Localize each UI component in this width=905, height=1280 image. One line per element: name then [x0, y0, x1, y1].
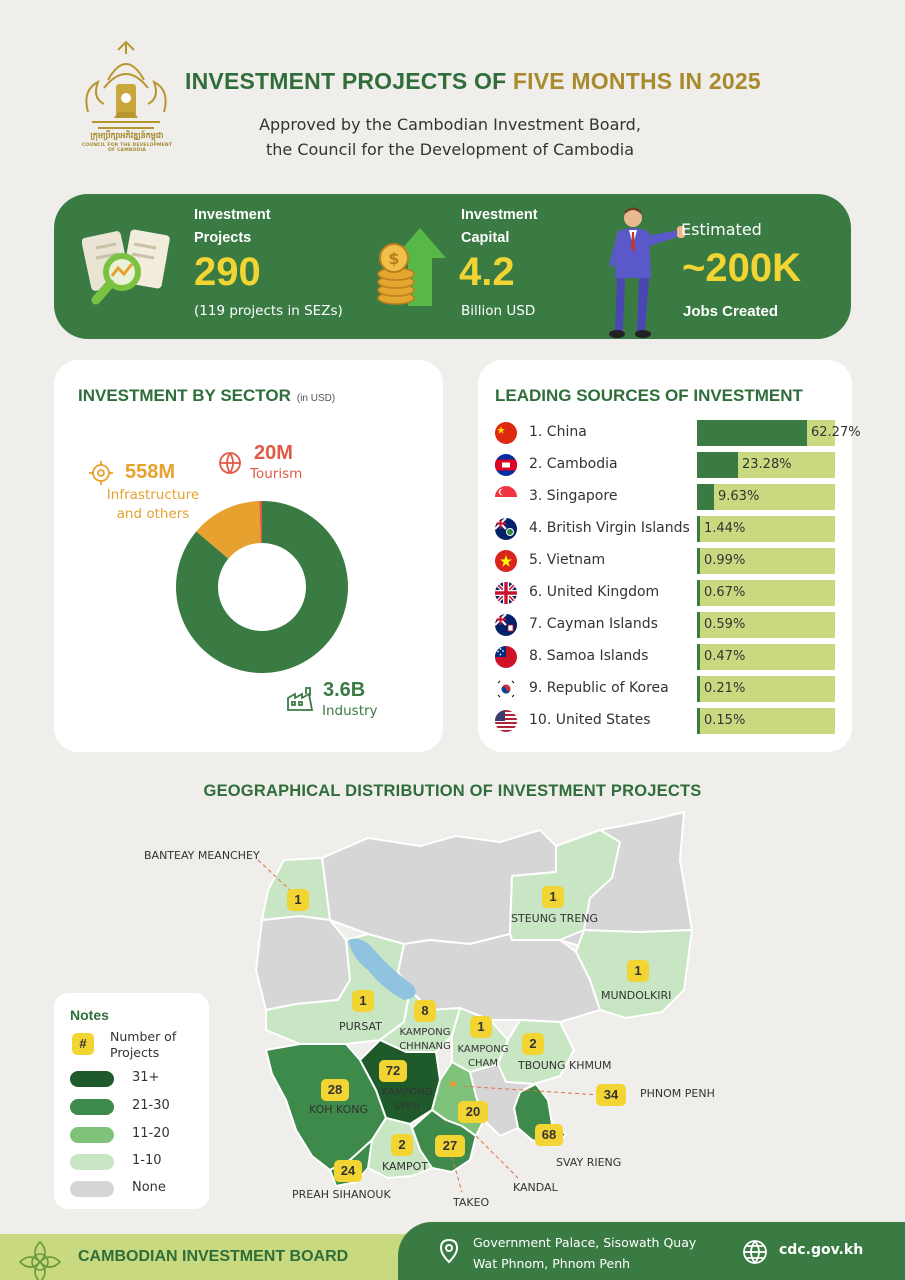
label-koh-kong: KOH KONG [309, 1103, 369, 1116]
source-percent: 1.44% [704, 521, 746, 536]
projects-label [194, 204, 271, 250]
source-bar-fill [697, 580, 700, 606]
badge-steung-treng: 1 [542, 886, 564, 908]
factory-icon [286, 686, 314, 712]
source-bar-track [697, 580, 835, 606]
label-kampong-cham: KAMPONG CHAM [457, 1044, 509, 1069]
svg-text:$: $ [388, 249, 400, 268]
badge-preah-sihanouk: 24 [334, 1160, 362, 1182]
capital-value: 4.2 [459, 250, 515, 294]
label-svay-rieng: SVAY RIENG [556, 1156, 622, 1169]
location-pin-icon [439, 1238, 459, 1264]
tourism-icon [216, 450, 244, 476]
tourism-label: Tourism [250, 466, 303, 482]
badge-phnom-penh: 34 [596, 1084, 626, 1106]
label-kampong-chhnang: KAMPONG CHHNANG [399, 1027, 451, 1052]
jobs-note: Jobs Created [683, 303, 779, 320]
source-bar-track [697, 452, 835, 478]
source-name: 6. United Kingdom [529, 584, 660, 600]
source-name: 1. China [529, 424, 587, 440]
source-bar-fill [697, 612, 700, 638]
label-banteay-meanchey: BANTEAY MEANCHEY [144, 849, 260, 862]
source-row-8 [495, 644, 840, 670]
industry-value: 3.6B [323, 679, 366, 701]
legend-badge-label-line-1: Number of [110, 1029, 177, 1044]
badge-banteay-meanchey: 1 [287, 889, 309, 911]
label-phnom-penh: PHNOM PENH [640, 1087, 715, 1100]
legend-label-21-30: 21-30 [132, 1098, 170, 1113]
legend-badge-sample: # [72, 1033, 94, 1055]
usa-flag-icon [495, 710, 517, 732]
source-name: 10. United States [529, 712, 651, 728]
source-percent: 0.47% [704, 649, 746, 664]
page-title [185, 68, 761, 95]
source-row-5 [495, 548, 840, 574]
globe-icon [742, 1239, 768, 1265]
source-bar-track [697, 708, 835, 734]
subtitle-line-2: the Council for the Development of Cambodia [265, 140, 634, 159]
source-bar-fill [697, 644, 700, 670]
source-bar-fill [697, 420, 807, 446]
legend-swatch-none [70, 1181, 114, 1197]
label-steung-treng: STEUNG TRENG [511, 912, 599, 925]
cambodia-map [240, 805, 710, 1200]
title-main: INVESTMENT PROJECTS OF [185, 68, 513, 94]
infrastructure-value: 558M [125, 461, 176, 483]
sector-unit: (in USD) [296, 393, 336, 404]
source-row-4 [495, 516, 840, 542]
projects-note: (119 projects in SEZs) [194, 303, 343, 319]
samoa-flag-icon [495, 646, 517, 668]
cayman-flag-icon [495, 614, 517, 636]
source-row-7 [495, 612, 840, 638]
source-bar-fill [697, 676, 700, 702]
geo-title: GEOGRAPHICAL DISTRIBUTION OF INVESTMENT PROJECTS [203, 782, 702, 800]
source-bar-track [697, 516, 835, 542]
sector-donut-chart [172, 497, 352, 677]
source-bar-fill [697, 548, 700, 574]
source-name: 3. Singapore [529, 488, 618, 504]
label-pursat: PURSAT [339, 1020, 382, 1033]
badge-tboung-khmum: 2 [522, 1033, 544, 1055]
source-percent: 0.67% [704, 585, 746, 600]
label-preah-sihanouk: PREAH SIHANOUK [292, 1188, 391, 1201]
footer-org-name: CAMBODIAN INVESTMENT BOARD [78, 1248, 349, 1265]
label-kandal: KANDAL [513, 1181, 558, 1194]
source-bar-track [697, 676, 835, 702]
sources-title: LEADING SOURCES OF INVESTMENT [495, 386, 803, 405]
source-name: 9. Republic of Korea [529, 680, 669, 696]
map-legend [54, 993, 209, 1209]
label-tboung-khmum: TBOUNG KHMUM [518, 1059, 612, 1072]
source-bar-track [697, 612, 835, 638]
legend-swatch-21-30 [70, 1099, 114, 1115]
source-row-9 [495, 676, 840, 702]
footer-address [473, 1232, 696, 1274]
sector-title [78, 386, 335, 406]
badge-kandal: 20 [458, 1101, 488, 1123]
badge-kampong-chhnang: 8 [414, 1000, 436, 1022]
capital-label-line-1: Investment [461, 207, 538, 223]
legend-title: Notes [70, 1007, 109, 1023]
source-bar-fill [697, 708, 700, 734]
source-bar-track [697, 548, 835, 574]
source-row-6 [495, 580, 840, 606]
badge-takeo: 27 [435, 1135, 465, 1157]
legend-label-1-10: 1-10 [132, 1153, 162, 1168]
source-bar-fill [697, 452, 738, 478]
legend-swatch-31-plus [70, 1071, 114, 1087]
vietnam-flag-icon [495, 550, 517, 572]
capital-note: Billion USD [461, 303, 536, 319]
businessman-icon [599, 206, 689, 340]
source-bar-fill [697, 516, 700, 542]
source-percent: 62.27% [811, 425, 861, 440]
badge-kampot: 2 [391, 1134, 413, 1156]
legend-label-11-20: 11-20 [132, 1126, 170, 1141]
sector-title-text: INVESTMENT BY SECTOR [78, 386, 291, 405]
source-percent: 0.99% [704, 553, 746, 568]
badge-svay-rieng: 68 [535, 1124, 563, 1146]
badge-koh-kong: 28 [321, 1079, 349, 1101]
source-name: 4. British Virgin Islands [529, 520, 690, 536]
label-takeo: TAKEO [453, 1196, 490, 1209]
cambodia-flag-icon [495, 454, 517, 476]
footer-address-line-1: Government Palace, Sisowath Quay [473, 1235, 697, 1250]
badge-kampong-speu: 72 [379, 1060, 407, 1082]
industry-label: Industry [322, 703, 378, 719]
coins-arrow-up-icon [374, 224, 450, 310]
source-row-1 [495, 420, 861, 446]
legend-badge-label [110, 1029, 176, 1061]
singapore-flag-icon [495, 486, 517, 508]
source-row-10 [495, 708, 840, 734]
korea-flag-icon [495, 678, 517, 700]
infrastructure-icon [88, 460, 114, 486]
documents-magnifier-icon [82, 228, 172, 308]
projects-value: 290 [194, 250, 261, 294]
source-name: 7. Cayman Islands [529, 616, 658, 632]
legend-label-31-plus: 31+ [132, 1070, 160, 1085]
ornament-icon [18, 1238, 62, 1280]
infrastructure-label-line-1: Infrastructure [106, 487, 200, 503]
kpi-banner [54, 194, 851, 339]
logo-english-text: COUNCIL FOR THE DEVELOPMENT OF CAMBODIA [81, 143, 173, 153]
tourism-value: 20M [254, 442, 293, 464]
title-highlight: FIVE MONTHS IN 2025 [512, 68, 761, 94]
legend-swatch-11-20 [70, 1127, 114, 1143]
badge-kampong-cham: 1 [470, 1016, 492, 1038]
source-bar-fill [697, 484, 714, 510]
legend-label-none: None [132, 1180, 166, 1195]
source-bar-track [697, 420, 861, 446]
china-flag-icon [495, 422, 517, 444]
label-kampong-speu: KAMPONG SPEU [381, 1087, 433, 1112]
source-name: 2. Cambodia [529, 456, 618, 472]
jobs-label: Estimated [681, 220, 762, 239]
source-name: 8. Samoa Islands [529, 648, 649, 664]
subtitle [200, 112, 700, 162]
capital-label [461, 204, 538, 250]
footer [0, 1222, 905, 1280]
source-percent: 0.15% [704, 713, 746, 728]
source-percent: 0.59% [704, 617, 746, 632]
projects-label-line-2: Projects [194, 230, 252, 246]
logo-khmer-text: ក្រុមប្រឹក្សាអភិវឌ្ឍន៍កម្ពុជា [90, 131, 164, 140]
badge-mundolkiri: 1 [627, 960, 649, 982]
jobs-value: ~200K [682, 246, 801, 290]
bvi-flag-icon [495, 518, 517, 540]
source-bar-track [697, 644, 835, 670]
infrastructure-label-line-2: and others [116, 506, 190, 522]
label-kampot: KAMPOT [382, 1160, 429, 1173]
footer-website-link[interactable]: cdc.gov.kh [779, 1242, 864, 1258]
uk-flag-icon [495, 582, 517, 604]
source-percent: 23.28% [742, 457, 792, 472]
label-mundolkiri: MUNDOLKIRI [601, 989, 672, 1002]
legend-swatch-1-10 [70, 1154, 114, 1170]
source-row-3 [495, 484, 840, 510]
footer-address-line-2: Wat Phnom, Phnom Penh [473, 1256, 631, 1271]
infrastructure-label [98, 486, 208, 524]
subtitle-line-1: Approved by the Cambodian Investment Board, [259, 115, 641, 134]
projects-label-line-1: Investment [194, 207, 271, 223]
badge-pursat: 1 [352, 990, 374, 1012]
source-percent: 0.21% [704, 681, 746, 696]
source-bar-track [697, 484, 835, 510]
capital-label-line-2: Capital [461, 230, 510, 246]
legend-badge-label-line-2: Projects [110, 1045, 160, 1060]
source-percent: 9.63% [718, 489, 760, 504]
source-row-2 [495, 452, 840, 478]
source-name: 5. Vietnam [529, 552, 606, 568]
